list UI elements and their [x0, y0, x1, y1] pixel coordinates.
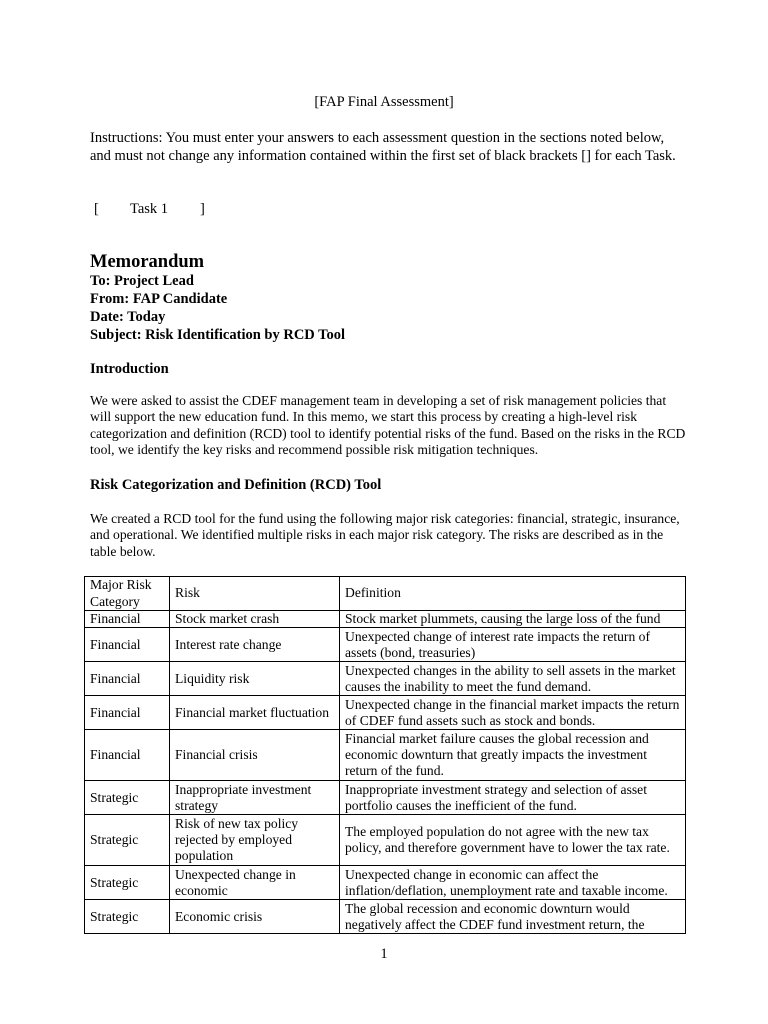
cell-definition: The global recession and economic downturn would negatively affect the CDEF fund investment return, the [340, 900, 686, 934]
cell-risk: Stock market crash [170, 611, 340, 628]
header-cell-risk: Risk [170, 577, 340, 611]
cell-risk: Liquidity risk [170, 662, 340, 696]
cell-risk: Financial market fluctuation [170, 696, 340, 730]
task-label: Task 1 [130, 201, 169, 217]
table-row [85, 730, 686, 781]
cell-definition: Unexpected change in the financial market impacts the return of CDEF fund assets such as stock and bonds. [340, 696, 686, 730]
cell-category: Financial [85, 696, 170, 730]
close-bracket: ] [200, 201, 205, 217]
memo-to: To: Project Lead [90, 273, 194, 289]
cell-category: Financial [85, 730, 170, 781]
cell-definition: Unexpected changes in the ability to sell assets in the market causes the inability to meet the fund demand. [340, 662, 686, 696]
memo-header-block [90, 272, 345, 344]
cell-definition: Financial market failure causes the global recession and economic downturn that greatly impacts the investment return of the fund. [340, 730, 686, 781]
table-row [85, 696, 686, 730]
cell-category: Strategic [85, 781, 170, 815]
assessment-header: [FAP Final Assessment] [314, 94, 454, 110]
table-row [85, 662, 686, 696]
cell-risk: Inappropriate investment strategy [170, 781, 340, 815]
rcd-paragraph: We created a RCD tool for the fund using the following major risk categories: financial, strategic, insurance, and operational. We identified multiple risks in each major risk category. The risks are described as in the table below. [90, 511, 680, 559]
memo-subject: Subject: Risk Identification by RCD Tool [90, 327, 345, 343]
introduction-paragraph: We were asked to assist the CDEF management team in developing a set of risk management policies that will support the new education fund. In this memo, we start this process by creating a high-level risk categorization and definition (RCD) tool to identify potential risks of the fund. Based on the risks in the RCD tool, we identify the key risks and recommend possible risk mitigation techniques. [90, 393, 686, 458]
page-number: 1 [380, 946, 388, 962]
table-row [85, 815, 686, 866]
table-row [85, 611, 686, 628]
table-row [85, 628, 686, 662]
memo-date: Date: Today [90, 309, 166, 325]
cell-risk: Interest rate change [170, 628, 340, 662]
cell-category: Strategic [85, 900, 170, 934]
cell-category: Financial [85, 611, 170, 628]
cell-definition: Stock market plummets, causing the large loss of the fund [340, 611, 686, 628]
rcd-table [84, 576, 686, 934]
cell-category: Strategic [85, 815, 170, 866]
table-row [85, 866, 686, 900]
table-row [85, 781, 686, 815]
memo-from: From: FAP Candidate [90, 291, 228, 307]
table-header-row [85, 577, 686, 611]
memo-title: Memorandum [90, 252, 205, 272]
cell-risk: Unexpected change in economic [170, 866, 340, 900]
cell-definition: Unexpected change of interest rate impacts the return of assets (bond, treasuries) [340, 628, 686, 662]
table-row [85, 900, 686, 934]
cell-category: Financial [85, 662, 170, 696]
cell-risk: Economic crisis [170, 900, 340, 934]
header-cell-definition: Definition [340, 577, 686, 611]
cell-definition: Unexpected change in economic can affect the inflation/deflation, unemployment rate and taxable income. [340, 866, 686, 900]
open-bracket: [ [94, 201, 99, 217]
cell-definition: Inappropriate investment strategy and selection of asset portfolio causes the inefficient of the fund. [340, 781, 686, 815]
cell-definition: The employed population do not agree with the new tax policy, and therefore government have to lower the tax rate. [340, 815, 686, 866]
cell-risk: Financial crisis [170, 730, 340, 781]
cell-category: Financial [85, 628, 170, 662]
introduction-heading: Introduction [90, 361, 169, 377]
header-cell-category: Major Risk Category [85, 577, 170, 611]
cell-risk: Risk of new tax policy rejected by employed population [170, 815, 340, 866]
cell-category: Strategic [85, 866, 170, 900]
rcd-heading: Risk Categorization and Definition (RCD) Tool [90, 477, 382, 493]
instructions-paragraph: Instructions: You must enter your answers to each assessment question in the sections noted below, and must not change any information contained within the first set of black brackets [] for each Task. [90, 130, 676, 164]
